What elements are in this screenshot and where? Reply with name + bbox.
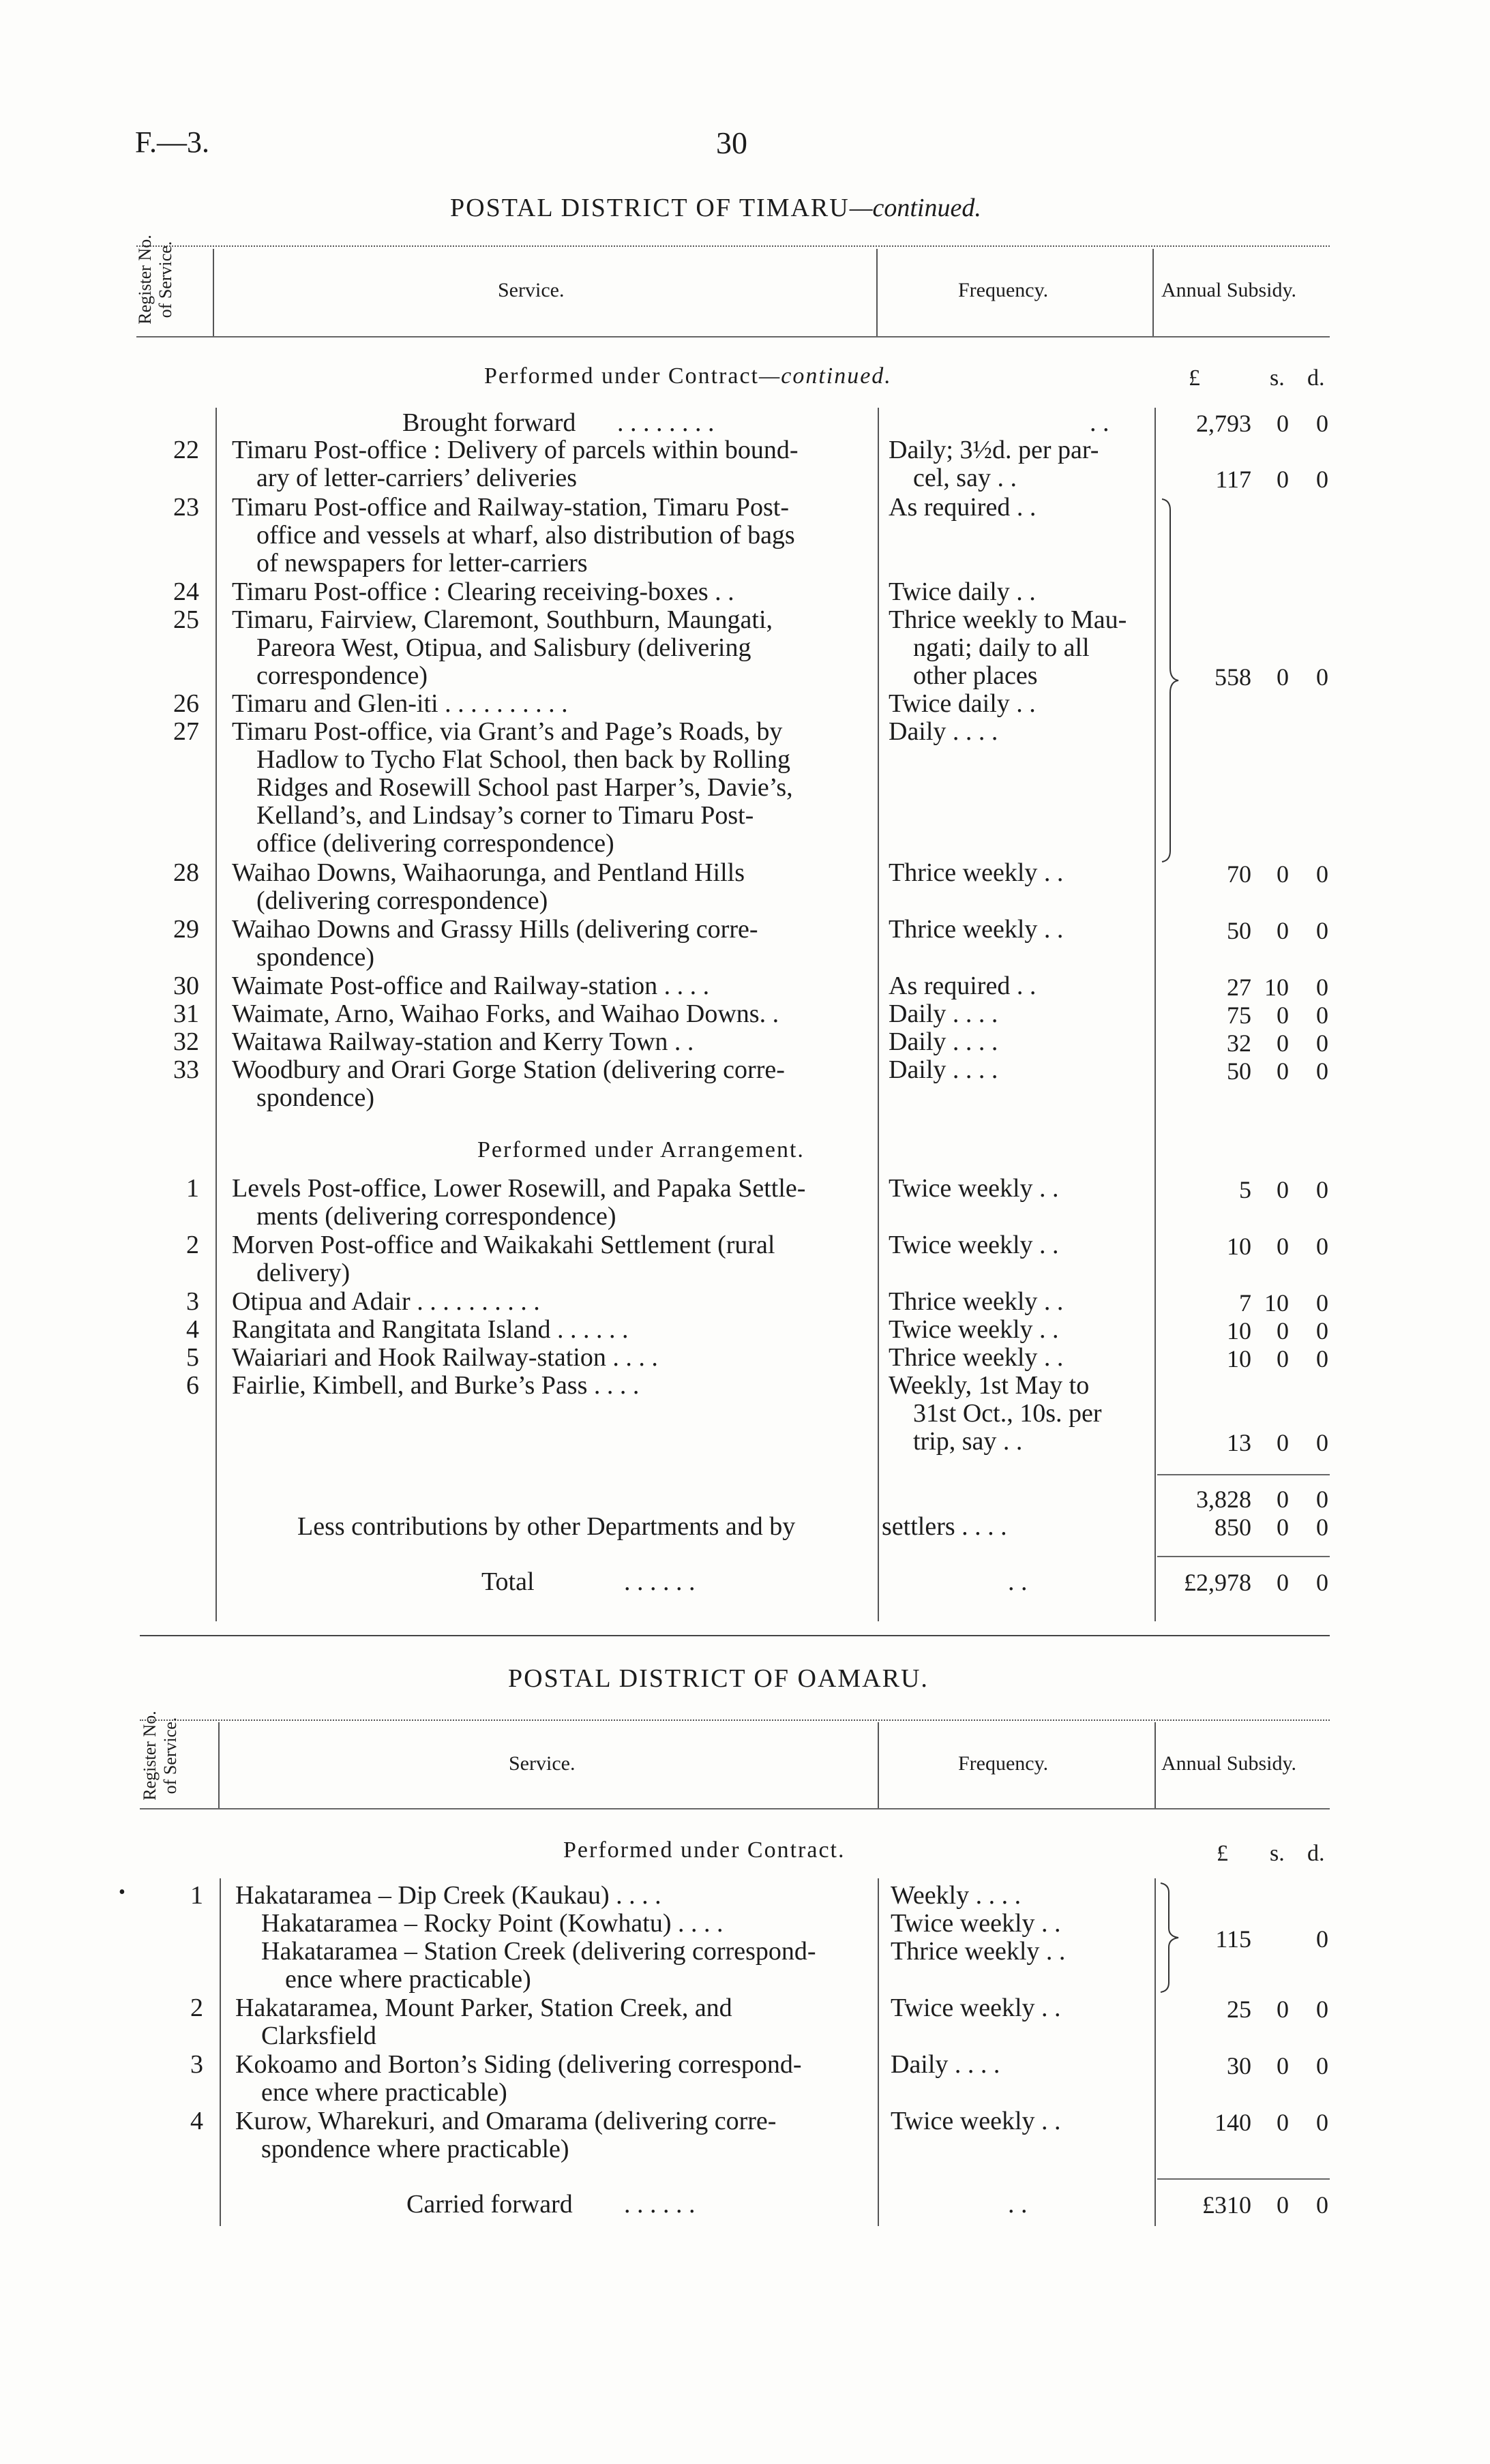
amount-pounds: 10 (1227, 1317, 1251, 1344)
service-line: ary of letter-carriers’ deliveries (256, 464, 578, 492)
service-line: Waihao Downs, Waihaorunga, and Pentland Hills (232, 858, 745, 887)
service-line: delivery) (256, 1259, 351, 1287)
total-pence: 0 (1316, 1569, 1328, 1596)
amount-pence: 0 (1316, 466, 1328, 493)
column-divider (878, 1878, 879, 2226)
currency-shillings: s. (1270, 1841, 1285, 1866)
service-line: Timaru Post-office : Clearing receiving-boxes . . (232, 577, 734, 606)
table-head-rule (136, 336, 1330, 337)
service-line: Timaru, Fairview, Claremont, Southburn, Maungati, (232, 605, 773, 634)
currency-pence: d. (1307, 1841, 1325, 1866)
register-number: 5 (186, 1343, 199, 1372)
frequency-line: Thrice weekly . . (889, 915, 1064, 944)
amount-shillings: 0 (1277, 1996, 1289, 2023)
amount-pounds: 27 (1227, 974, 1251, 1001)
register-number: 4 (186, 1315, 199, 1344)
section-title-timaru: POSTAL DISTRICT OF TIMARU—continued. (450, 194, 981, 222)
frequency-line: Daily . . . . (889, 717, 998, 746)
service-line: Hadlow to Tycho Flat School, then back by Rolling (256, 745, 790, 774)
service-line: (delivering correspondence) (256, 886, 548, 915)
currency-pounds: £ (1189, 365, 1200, 391)
amount-pounds: 50 (1227, 1057, 1251, 1085)
amount-pence: 0 (1316, 1233, 1328, 1260)
carried-forward-pounds: £310 (1202, 2191, 1251, 2219)
frequency-line: Weekly, 1st May to (889, 1371, 1090, 1400)
service-line: of newspapers for letter-carriers (256, 549, 588, 577)
table-head-rule (140, 1808, 1330, 1809)
amount-pence: 0 (1316, 1002, 1328, 1029)
service-line: Kokoamo and Borton’s Siding (delivering correspond- (235, 2050, 802, 2079)
amount-pence: 0 (1316, 1057, 1328, 1085)
carried-forward-pence: 0 (1316, 2191, 1328, 2219)
total-pounds: £2,978 (1184, 1569, 1251, 1596)
amount-shillings: 0 (1277, 1429, 1289, 1456)
frequency-line: Twice weekly . . (889, 1231, 1059, 1259)
frequency-line: Thrice weekly . . (891, 1937, 1066, 1966)
register-number: 22 (173, 436, 199, 464)
column-header-service: Service. (498, 279, 565, 301)
register-number: 4 (190, 2107, 203, 2135)
frequency-line: As required . . (889, 493, 1037, 522)
frequency-line: Twice weekly . . (889, 1174, 1059, 1203)
frequency-line: 31st Oct., 10s. per (913, 1399, 1102, 1428)
total-dots: . . . . . . (624, 1567, 696, 1596)
amount-pence: 0 (1316, 1289, 1328, 1317)
service-line: Waitawa Railway-station and Kerry Town . . (232, 1027, 694, 1056)
amount-shillings: 0 (1277, 2109, 1289, 2136)
column-divider (215, 408, 217, 1621)
amount-shillings: 0 (1277, 663, 1289, 691)
service-line: spondence) (256, 1083, 375, 1112)
amount-pounds: 140 (1215, 2109, 1251, 2136)
service-line: Timaru Post-office and Railway-station, Timaru Post- (232, 493, 789, 522)
frequency-line: Thrice weekly . . (889, 858, 1064, 887)
amount-shillings: 0 (1277, 1345, 1289, 1372)
amount-pence: 0 (1316, 1996, 1328, 2023)
amount-pounds: 10 (1227, 1345, 1251, 1372)
service-line: Hakataramea – Station Creek (delivering correspond- (261, 1937, 816, 1966)
register-number: 1 (190, 1881, 203, 1910)
service-line: ence where practicable) (285, 1965, 531, 1994)
register-number: 6 (186, 1371, 199, 1400)
less-pounds: 850 (1215, 1514, 1251, 1541)
service-line: office and vessels at wharf, also distribution of bags (256, 521, 795, 550)
amount-shillings: 10 (1264, 1289, 1289, 1317)
frequency-line: Daily . . . . (889, 1027, 998, 1056)
brought-forward-freq: . . (1090, 408, 1109, 437)
service-line: Waimate, Arno, Waihao Forks, and Waihao Downs. . (232, 1000, 779, 1028)
amount-pounds: 5 (1239, 1176, 1251, 1203)
frequency-line: Twice daily . . (889, 577, 1036, 606)
register-number: 2 (186, 1231, 199, 1259)
amount-pounds: 10 (1227, 1233, 1251, 1260)
currency-shillings: s. (1270, 365, 1285, 391)
service-line: Clarksfield (261, 2022, 376, 2050)
brought-forward-dots: . . . . . . . . (617, 408, 715, 437)
service-line: Fairlie, Kimbell, and Burke’s Pass . . . . (232, 1371, 640, 1400)
frequency-line: ngati; daily to all (913, 633, 1090, 662)
service-line: Hakataramea, Mount Parker, Station Creek, and (235, 1994, 732, 2022)
frequency-line: Daily . . . . (889, 1055, 998, 1084)
column-header-subsidy: Annual Subsidy. (1161, 1752, 1297, 1775)
amount-pounds: 75 (1227, 1002, 1251, 1029)
register-number: 33 (173, 1055, 199, 1084)
subtotal-shillings: 0 (1277, 1486, 1289, 1513)
register-number: 3 (190, 2050, 203, 2079)
service-line: ments (delivering correspondence) (256, 1202, 616, 1231)
section-end-rule (140, 1635, 1330, 1636)
carried-forward-rule (1157, 2178, 1330, 2180)
section-title-oamaru: POSTAL DISTRICT OF OAMARU. (508, 1664, 929, 1693)
frequency-line: Daily . . . . (891, 2050, 1000, 2079)
column-divider (1152, 249, 1154, 336)
register-number: 32 (173, 1027, 199, 1056)
amount-pounds: 558 (1215, 663, 1251, 691)
currency-pence: d. (1307, 365, 1325, 391)
amount-pence: 0 (1316, 1317, 1328, 1344)
frequency-line: Thrice weekly to Mau- (889, 605, 1127, 634)
service-line: Morven Post-office and Waikakahi Settlement (rural (232, 1231, 775, 1259)
amount-shillings: 0 (1277, 1317, 1289, 1344)
register-number: 28 (173, 858, 199, 887)
register-number: 24 (173, 577, 199, 606)
frequency-line: other places (913, 661, 1038, 690)
subheading-contract: Performed under Contract. (563, 1837, 846, 1863)
service-line: correspondence) (256, 661, 428, 690)
amount-pence: 0 (1316, 974, 1328, 1001)
column-header-register: Register No. of Service. (135, 235, 175, 325)
amount-pence: 0 (1316, 1925, 1328, 1953)
service-line: Pareora West, Otipua, and Salisbury (delivering (256, 633, 751, 662)
amount-pounds: 25 (1227, 1996, 1251, 2023)
carried-forward-dots: . . . . . . (624, 2190, 696, 2219)
page-number: 30 (716, 125, 747, 160)
register-number: 26 (173, 689, 199, 718)
margin-bullet-icon: • (119, 1882, 125, 1903)
table-top-rule (140, 1719, 1330, 1721)
column-divider (218, 1722, 220, 1808)
subheading-contract: Performed under Contract—continued. (484, 363, 892, 389)
amount-pence: 0 (1316, 2052, 1328, 2079)
service-line: Woodbury and Orari Gorge Station (delivering corre- (232, 1055, 785, 1084)
register-number: 3 (186, 1287, 199, 1316)
frequency-line: Weekly . . . . (891, 1881, 1022, 1910)
column-header-subsidy: Annual Subsidy. (1161, 279, 1297, 301)
amount-pence: 0 (1316, 1429, 1328, 1456)
amount-pounds: 117 (1215, 466, 1251, 493)
total-label: Total (481, 1567, 535, 1596)
total-rule (1157, 1556, 1330, 1557)
register-number: 31 (173, 1000, 199, 1028)
frequency-line: Twice weekly . . (889, 1315, 1059, 1344)
column-divider (1154, 1722, 1156, 1808)
total-freq-dots: . . (1008, 1567, 1028, 1596)
register-number: 30 (173, 972, 199, 1000)
carried-forward-shillings: 0 (1277, 2191, 1289, 2219)
total-shillings: 0 (1277, 1569, 1289, 1596)
column-divider (1154, 408, 1156, 1621)
column-divider (878, 408, 879, 1621)
amount-shillings: 0 (1277, 1057, 1289, 1085)
service-line: ence where practicable) (261, 2078, 507, 2107)
amount-pounds: 7 (1239, 1289, 1251, 1317)
amount-shillings: 0 (1277, 410, 1289, 437)
column-header-frequency: Frequency. (958, 279, 1049, 301)
currency-pounds: £ (1217, 1841, 1228, 1866)
amount-shillings: 0 (1277, 860, 1289, 888)
column-divider (878, 1722, 879, 1808)
service-line: spondence where practicable) (261, 2135, 569, 2163)
table-top-rule (136, 245, 1330, 247)
frequency-line: Thrice weekly . . (889, 1343, 1064, 1372)
frequency-line: Twice weekly . . (891, 2107, 1061, 2135)
amount-pounds: 30 (1227, 2052, 1251, 2079)
amount-shillings: 0 (1277, 917, 1289, 944)
amount-pence: 0 (1316, 663, 1328, 691)
less-shillings: 0 (1277, 1514, 1289, 1541)
column-header-frequency: Frequency. (958, 1752, 1049, 1775)
amount-pence: 0 (1316, 860, 1328, 888)
subtotal-rule (1157, 1474, 1330, 1475)
column-header-register: Register No. of Service. (140, 1711, 180, 1801)
service-line: Rangitata and Rangitata Island . . . . . . (232, 1315, 629, 1344)
service-line: Otipua and Adair . . . . . . . . . . (232, 1287, 540, 1316)
frequency-line: Daily . . . . (889, 1000, 998, 1028)
report-code: F.—3. (135, 125, 209, 159)
service-line: Waimate Post-office and Railway-station . . . . (232, 972, 710, 1000)
brought-forward-label: Brought forward (402, 408, 576, 437)
amount-pence: 0 (1316, 917, 1328, 944)
column-divider (1154, 1878, 1156, 2226)
register-number: 2 (190, 1994, 203, 2022)
service-line: Kurow, Wharekuri, and Omarama (delivering corre- (235, 2107, 777, 2135)
amount-pence: 0 (1316, 1176, 1328, 1203)
service-line: Waihao Downs and Grassy Hills (delivering corre- (232, 915, 758, 944)
amount-pence: 0 (1316, 1345, 1328, 1372)
column-divider (876, 249, 878, 336)
service-line: Hakataramea – Dip Creek (Kaukau) . . . . (235, 1881, 661, 1910)
service-line: Timaru Post-office : Delivery of parcels within bound- (232, 436, 799, 464)
amount-pence: 0 (1316, 1030, 1328, 1057)
amount-shillings: 0 (1277, 1030, 1289, 1057)
register-number: 1 (186, 1174, 199, 1203)
frequency-line: Twice daily . . (889, 689, 1036, 718)
amount-shillings: 0 (1277, 1002, 1289, 1029)
less-contributions-label-cont: settlers . . . . (882, 1512, 1007, 1541)
column-header-service: Service. (509, 1752, 576, 1775)
amount-pounds: 50 (1227, 917, 1251, 944)
frequency-line: Twice weekly . . (891, 1909, 1061, 1938)
service-line: Ridges and Rosewill School past Harper’s, Davie’s, (256, 773, 793, 802)
amount-shillings: 0 (1277, 2052, 1289, 2079)
service-line: Timaru and Glen-iti . . . . . . . . . . (232, 689, 568, 718)
service-line: Waiariari and Hook Railway-station . . . . (232, 1343, 658, 1372)
amount-shillings: 0 (1277, 1233, 1289, 1260)
subheading-arrangement: Performed under Arrangement. (477, 1137, 805, 1162)
service-line: Kelland’s, and Lindsay’s corner to Timaru Post- (256, 801, 754, 830)
amount-pounds: 70 (1227, 860, 1251, 888)
frequency-line: Twice weekly . . (891, 1994, 1061, 2022)
amount-shillings: 10 (1264, 974, 1289, 1001)
frequency-line: Daily; 3½d. per par- (889, 436, 1099, 464)
register-number: 25 (173, 605, 199, 634)
service-line: spondence) (256, 943, 375, 972)
service-line: office (delivering correspondence) (256, 829, 614, 858)
amount-shillings: 0 (1277, 1176, 1289, 1203)
frequency-line: cel, say . . (913, 464, 1017, 492)
service-line: Timaru Post-office, via Grant’s and Page’s Roads, by (232, 717, 783, 746)
amount-pounds: 115 (1215, 1925, 1251, 1953)
register-number: 27 (173, 717, 199, 746)
frequency-line: Thrice weekly . . (889, 1287, 1064, 1316)
amount-pounds: 32 (1227, 1030, 1251, 1057)
amount-pence: 0 (1316, 2109, 1328, 2136)
frequency-line: As required . . (889, 972, 1037, 1000)
amount-pence: 0 (1316, 410, 1328, 437)
frequency-line: trip, say . . (913, 1427, 1023, 1456)
register-number: 29 (173, 915, 199, 944)
register-number: 23 (173, 493, 199, 522)
subtotal-pounds: 3,828 (1196, 1486, 1251, 1513)
less-pence: 0 (1316, 1514, 1328, 1541)
column-divider (213, 249, 214, 336)
service-line: Hakataramea – Rocky Point (Kowhatu) . . . . (261, 1909, 724, 1938)
amount-pounds: 13 (1227, 1429, 1251, 1456)
amount-pounds: 2,793 (1196, 410, 1251, 437)
service-line: Levels Post-office, Lower Rosewill, and Papaka Settle- (232, 1174, 806, 1203)
subtotal-pence: 0 (1316, 1486, 1328, 1513)
less-contributions-label: Less contributions by other Departments and by (297, 1512, 796, 1541)
carried-forward-freq-dots: . . (1008, 2190, 1028, 2219)
carried-forward-label: Carried forward (406, 2190, 573, 2219)
amount-shillings: 0 (1277, 466, 1289, 493)
column-divider (220, 1878, 221, 2226)
